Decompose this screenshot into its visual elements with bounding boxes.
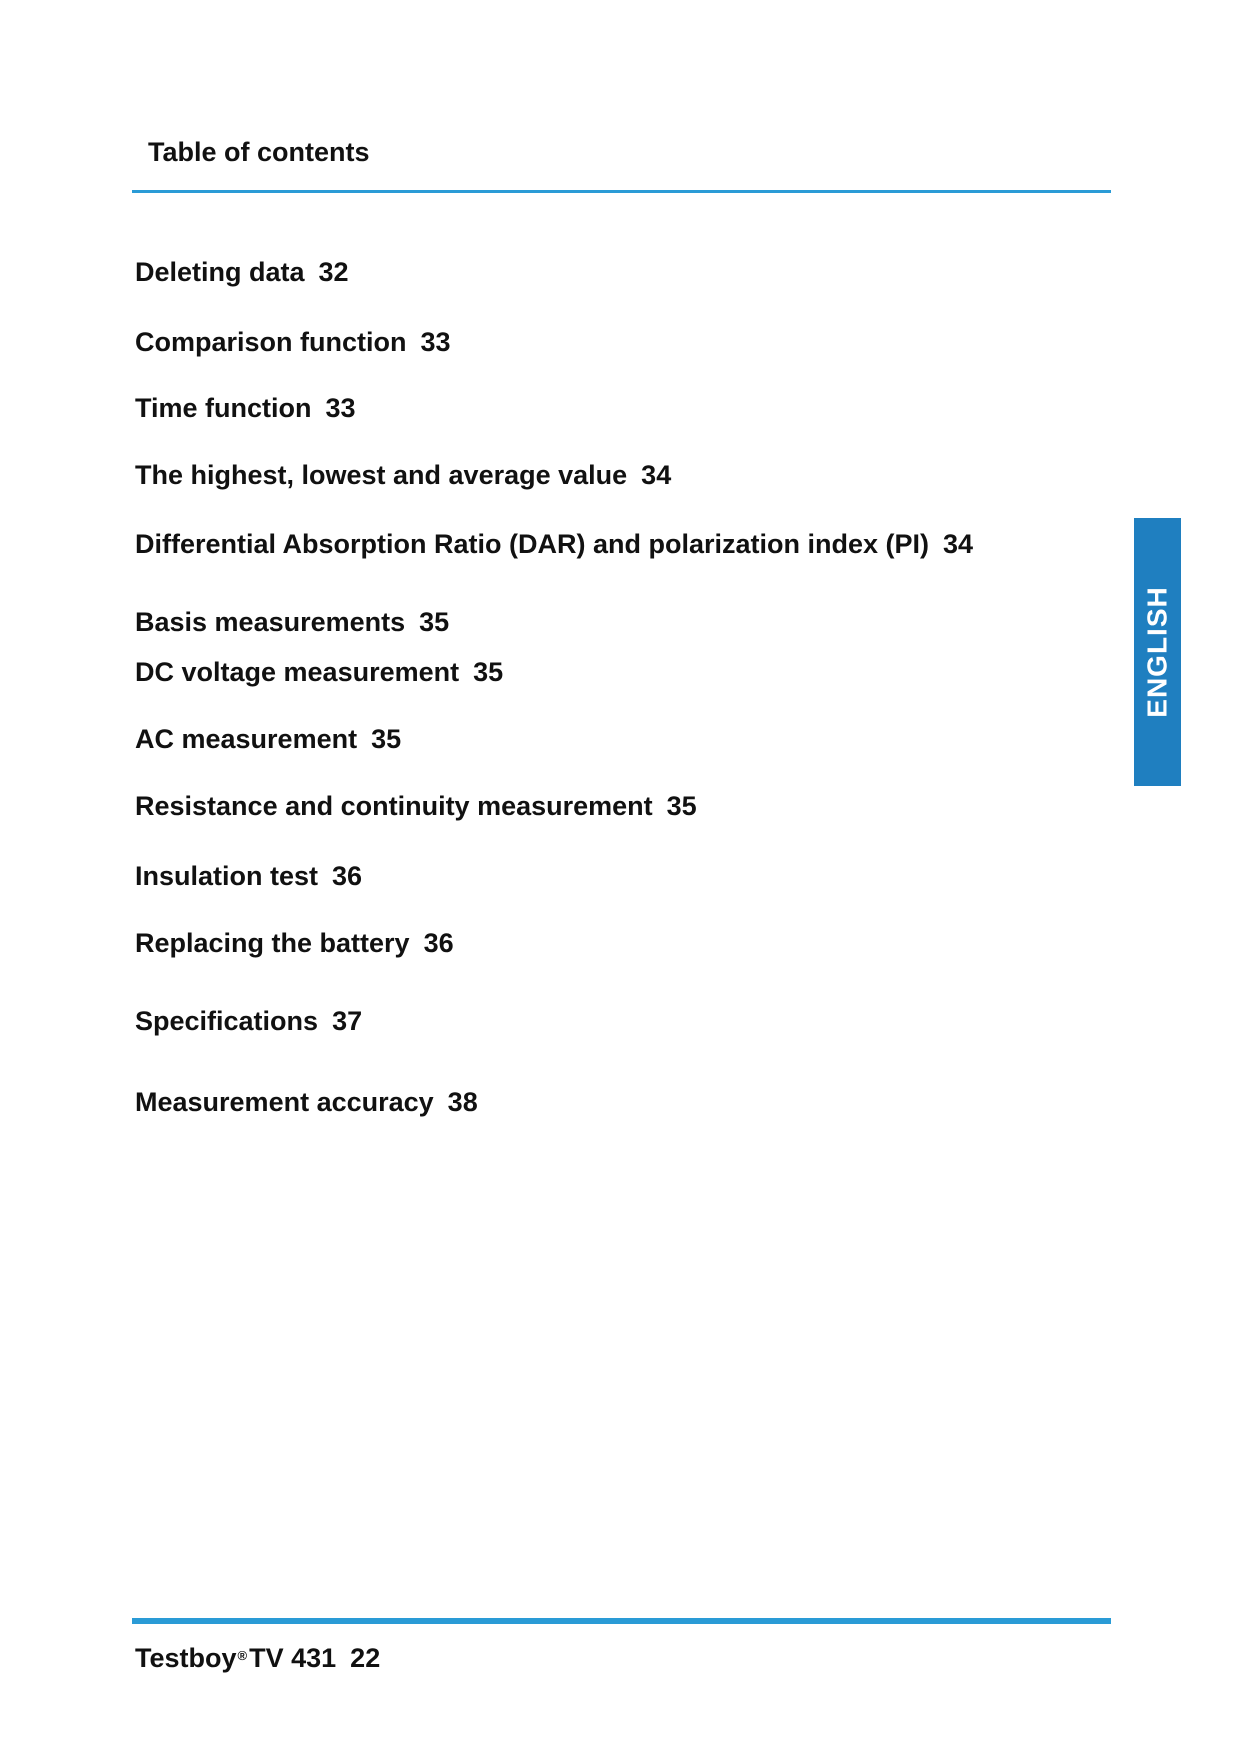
header-rule [132,190,1111,193]
footer-page-number: 22 [350,1643,381,1673]
toc-entry-page: 34 [943,529,974,559]
toc-entry-title: DC voltage measurement [135,657,460,687]
toc-entry-title: Measurement accuracy [135,1087,434,1117]
toc-entry-dar-pi[interactable] [135,524,973,564]
toc-entry-page: 36 [332,861,363,891]
footer-rule [132,1618,1111,1624]
toc-entry-page: 37 [332,1006,363,1036]
toc-entry-dc-voltage[interactable] [135,652,503,692]
page-title: Table of contents [148,137,370,167]
toc-entry-page: 35 [371,724,402,754]
toc-entry-title: Insulation test [135,861,319,891]
language-tab [1134,518,1181,786]
toc-entry-resistance-continuity[interactable] [135,786,697,826]
toc-entry-ac-measurement[interactable] [135,719,401,759]
toc-entry-page: 32 [318,257,349,287]
toc-entry-title: Replacing the battery [135,928,410,958]
toc-entry-page: 36 [423,928,454,958]
toc-entry-title: Time function [135,393,312,423]
toc-entry-title: Basis measurements [135,607,406,637]
toc-entry-deleting-data[interactable] [135,252,349,292]
toc-entry-insulation-test[interactable] [135,856,362,896]
toc-entry-highest-lowest-average[interactable] [135,455,671,495]
toc-entry-time-function[interactable] [135,388,356,428]
footer-model: TV 431 [249,1643,337,1673]
toc-entry-measurement-accuracy[interactable] [135,1082,478,1122]
toc-entry-page: 38 [447,1087,478,1117]
registered-mark: ® [237,1648,248,1663]
toc-entry-title: AC measurement [135,724,358,754]
toc-entry-title: Resistance and continuity measurement [135,791,653,821]
toc-entry-comparison-function[interactable] [135,322,451,362]
language-tab-label: ENGLISH [1141,586,1173,718]
toc-entry-page: 33 [420,327,451,357]
toc-entry-replacing-battery[interactable] [135,923,454,963]
toc-entry-specifications[interactable] [135,1001,362,1041]
toc-entry-page: 35 [419,607,450,637]
toc-entry-page: 34 [641,460,672,490]
toc-entry-page: 35 [666,791,697,821]
toc-entry-basis-measurements[interactable] [135,602,449,642]
toc-entry-title: Comparison function [135,327,407,357]
toc-entry-title: Differential Absorption Ratio (DAR) and polarization index (PI) [135,529,930,559]
toc-entry-title: Deleting data [135,257,305,287]
toc-entry-title: Specifications [135,1006,319,1036]
toc-entry-page: 35 [473,657,504,687]
toc-entry-title: The highest, lowest and average value [135,460,628,490]
toc-entry-page: 33 [325,393,356,423]
footer-brand: Testboy [135,1643,237,1673]
footer [135,1638,380,1678]
